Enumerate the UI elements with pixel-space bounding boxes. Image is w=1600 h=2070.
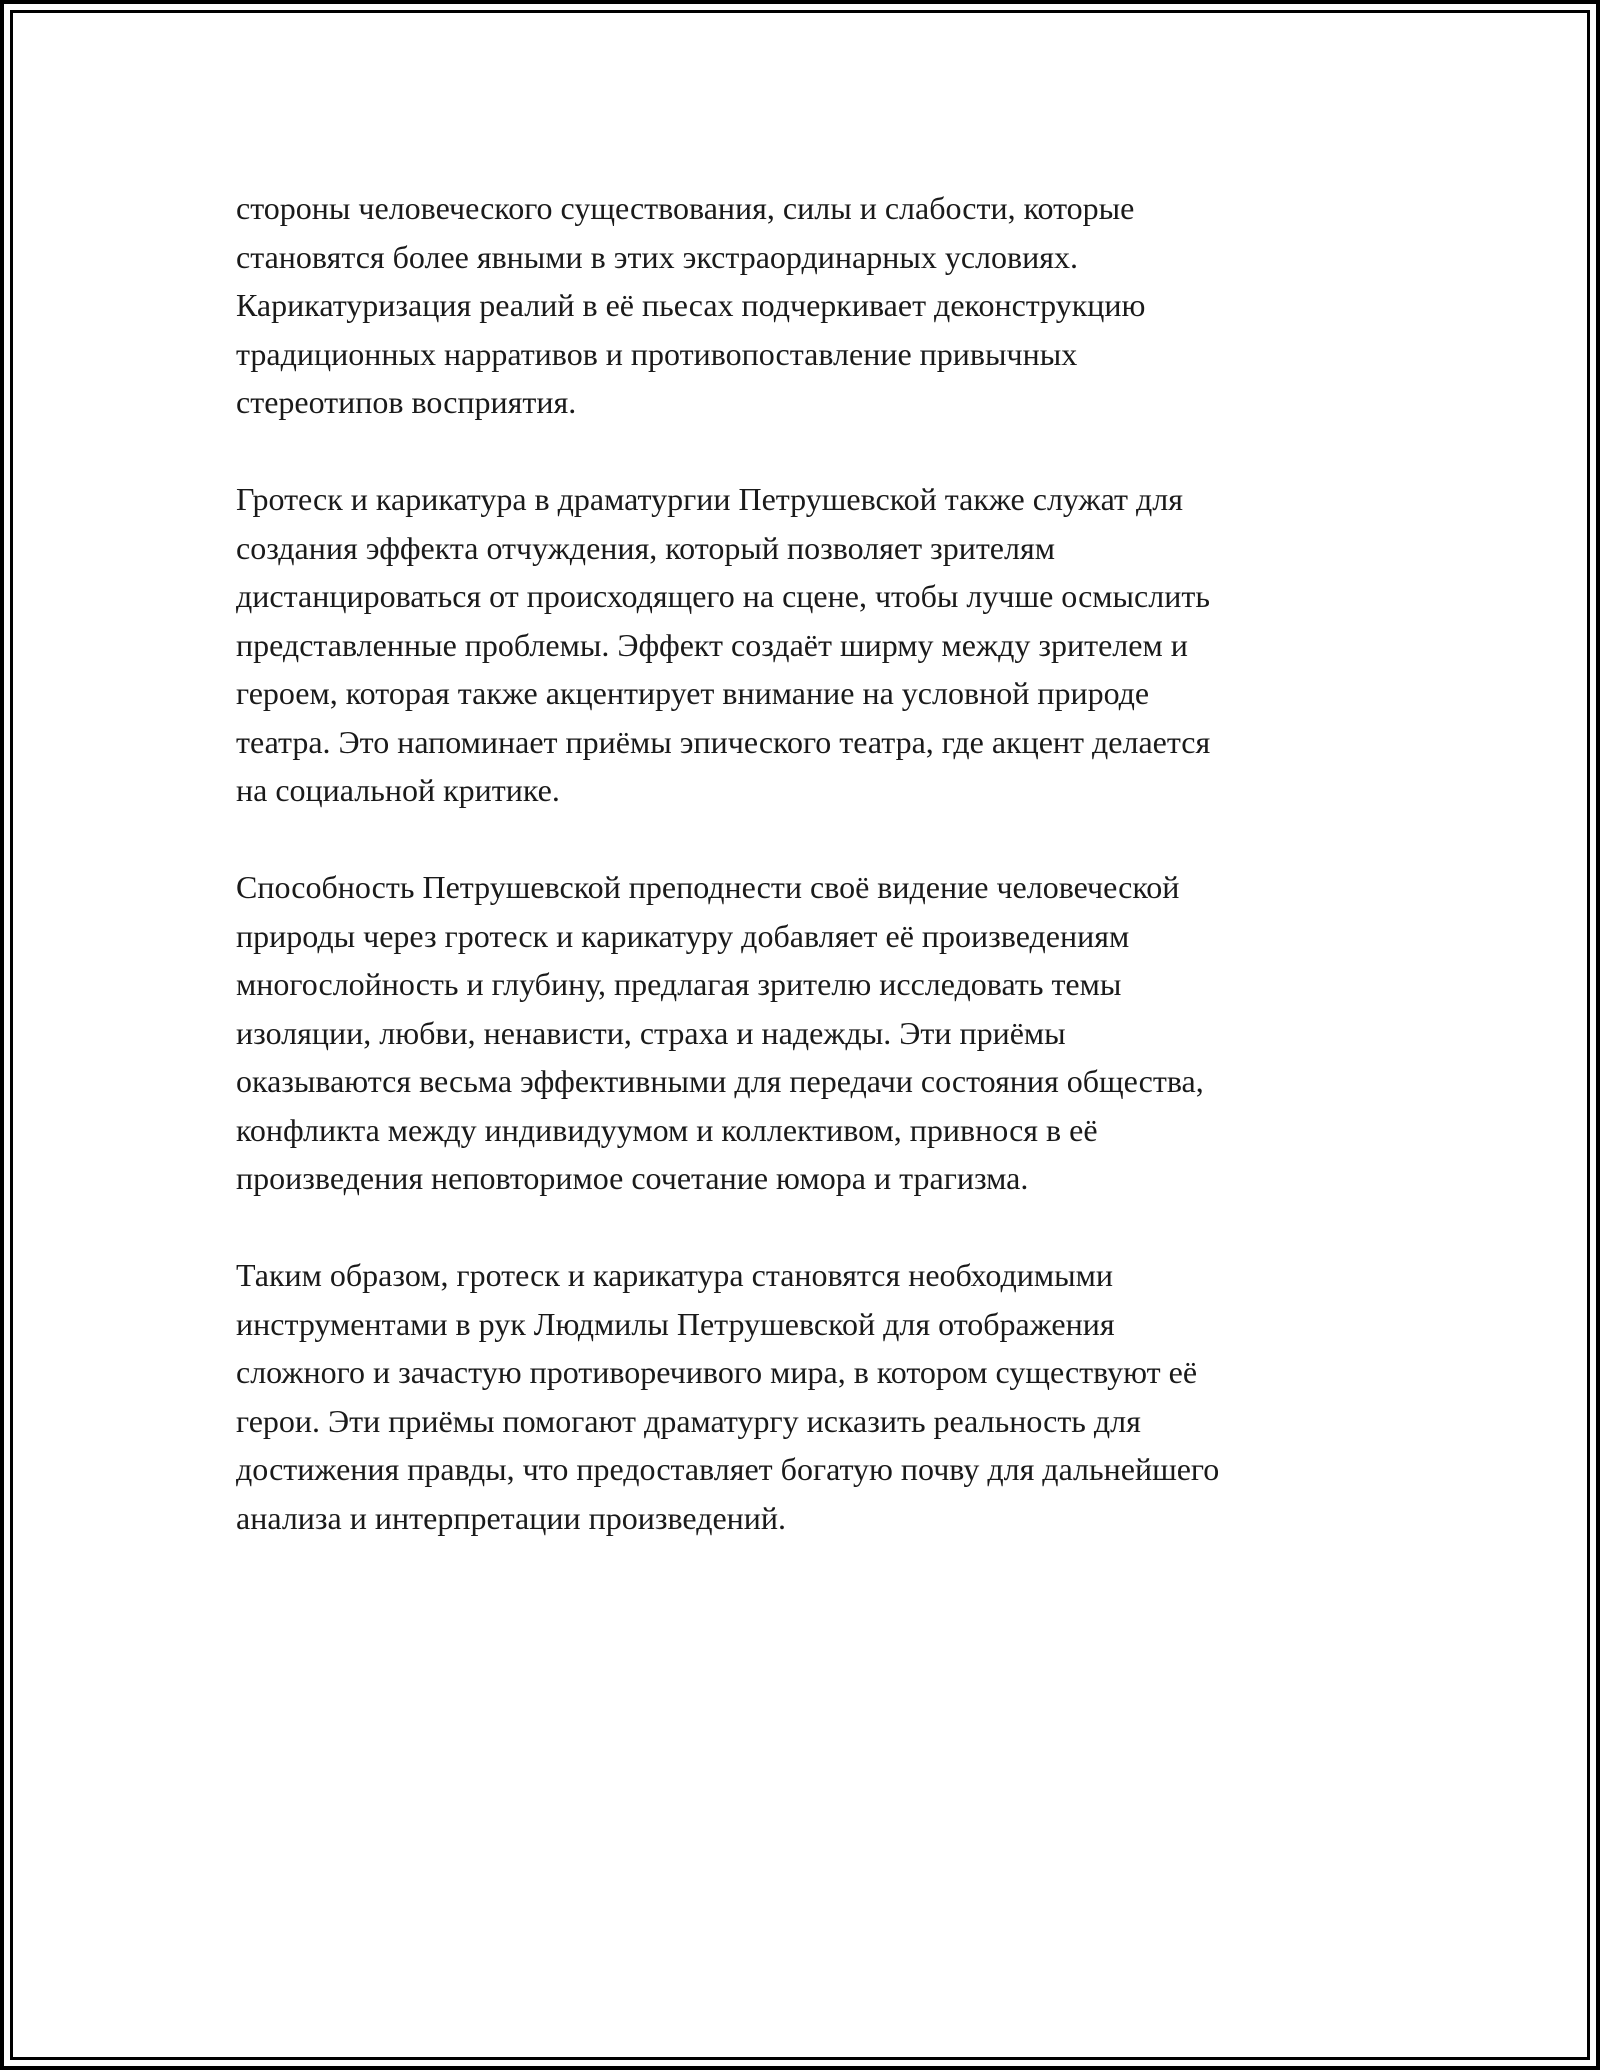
text-line: оказываются весьма эффективными для передачи состояния общества, — [236, 1063, 1204, 1099]
text-line: стороны человеческого существования, силы и слабости, которые — [236, 190, 1135, 226]
text-line: герои. Эти приёмы помогают драматургу исказить реальность для — [236, 1402, 1141, 1439]
text-line: театра. Это напоминает приёмы эпического театра, где акцент делается — [236, 723, 1211, 760]
text-line: достижения правды, что предоставляет богатую почву для дальнейшего — [236, 1451, 1220, 1487]
text-line: анализа и интерпретации произведений. — [236, 1499, 787, 1536]
paragraph-3 — [236, 863, 1396, 1203]
text-line: Способность Петрушевской преподнести своё видение человеческой — [236, 869, 1180, 905]
text-line: природы через гротеск и карикатуру добавляет её произведениям — [236, 917, 1130, 954]
text-line: дистанцироваться от происходящего на сцене, чтобы лучше осмыслить — [236, 578, 1210, 614]
text-line: традиционных нарративов и противопоставление привычных — [236, 335, 1078, 372]
text-line: изоляции, любви, ненависти, страха и надежды. Эти приёмы — [236, 1014, 1066, 1051]
text-line: инструментами в рук Людмилы Петрушевской для отображения — [236, 1305, 1115, 1342]
text-line: многослойность и глубину, предлагая зрителю исследовать темы — [236, 966, 1122, 1002]
text-line: стереотипов восприятия. — [236, 384, 577, 420]
text-line: Гротеск и карикатура в драматургии Петрушевской также служат для — [236, 481, 1183, 517]
text-line: конфликта между индивидуумом и коллективом, привнося в её — [236, 1111, 1098, 1148]
text-line: создания эффекта отчуждения, который позволяет зрителям — [236, 529, 1055, 566]
text-line: на социальной критике. — [236, 772, 560, 808]
paragraph-1 — [236, 184, 1396, 427]
text-line: сложного и зачастую противоречивого мира, в котором существуют её — [236, 1354, 1198, 1390]
text-line: Таким образом, гротеск и карикатура становятся необходимыми — [236, 1257, 1113, 1293]
text-line: становятся более явными в этих экстраординарных условиях. — [236, 238, 1078, 275]
document-body — [236, 184, 1396, 1591]
text-line: представленные проблемы. Эффект создаёт ширму между зрителем и — [236, 626, 1188, 663]
text-line: Карикатуризация реалий в её пьесах подчеркивает деконструкцию — [236, 287, 1146, 323]
text-line: героем, которая также акцентирует внимание на условной природе — [236, 675, 1150, 711]
paragraph-4 — [236, 1251, 1396, 1542]
paragraph-2 — [236, 475, 1396, 815]
text-line: произведения неповторимое сочетание юмора и трагизма. — [236, 1160, 1029, 1196]
